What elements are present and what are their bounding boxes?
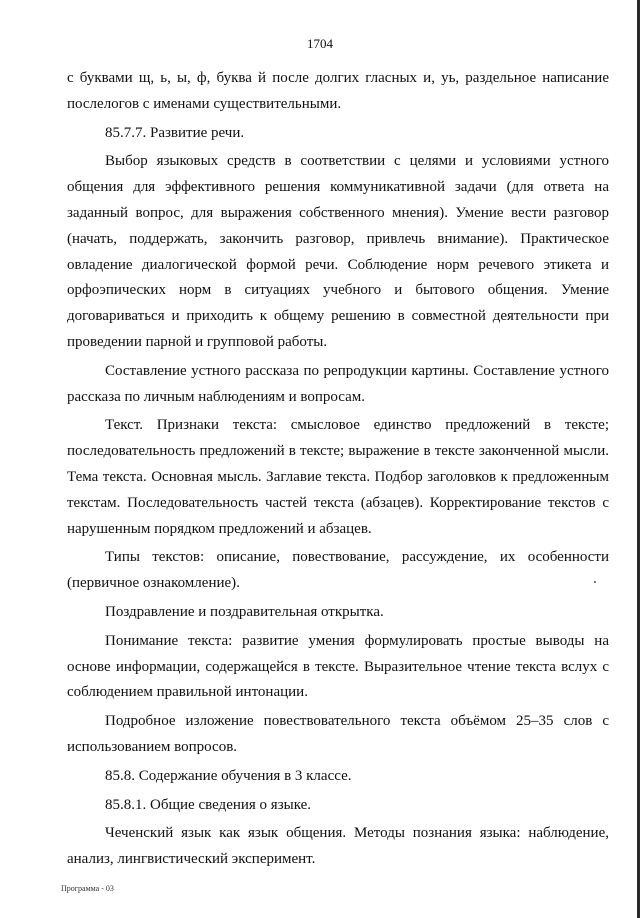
footer-label: Программа - 03 [61,884,114,893]
scan-speck [594,581,596,583]
page-number: 1704 [307,36,333,51]
paragraph-chechen-language: Чеченский язык как язык общения. Методы познания языка: наблюдение, анализ, лингвистический эксперимент. [67,825,609,868]
paragraph-language-means: Выбор языковых средств в соответствии с целями и условиями устного общения для эффективного решения коммуникативной задачи (для ответа на заданный вопрос, для выражения собственного мнения). Умение вести разговор (начать, поддержать, закончить разговор, привлечь внимание). Практическое овладение диалогической формой речи. Соблюдение норм речевого этикета и орфоэпических норм в ситуациях учебного и бытового общения. Умение договариваться и приходить к общему решению в совместной деятельности при проведении парной и групповой работы. [67,153,609,350]
paragraph-text-types: Типы текстов: описание, повествование, рассуждение, их особенности (первичное ознакомление). [67,549,609,592]
paragraph-continuation: с буквами щ, ь, ы, ф, буква й после долгих гласных и, уь, раздельное написание послелогов с именами существительными. [67,70,609,112]
body-text [67,66,609,873]
paragraph-text-features: Текст. Признаки текста: смысловое единство предложений в тексте; последовательность предложений в тексте; выражение в тексте законченной мысли. Тема текста. Основная мысль. Заглавие текста. Подбор заголовков к предложенным текстам. Последовательность частей текста (абзацев). Корректирование текстов с нарушенным порядком предложений и абзацев. [67,417,609,537]
paragraph-oral-story: Составление устного рассказа по репродукции картины. Составление устного рассказа по личным наблюдениям и вопросам. [67,362,609,405]
paragraph-text-understanding: Понимание текста: развитие умения формулировать простые выводы на основе информации, содержащейся в тексте. Выразительное чтение текста вслух с соблюдением правильной интонации. [67,632,609,701]
paragraph-greeting-card: Поздравление и поздравительная открытка. [105,603,384,620]
section-heading-85-8: 85.8. Содержание обучения в 3 классе. [105,767,352,784]
section-heading-85-7-7: 85.7.7. Развитие речи. [105,124,245,141]
section-heading-85-8-1: 85.8.1. Общие сведения о языке. [105,796,312,813]
paragraph-summary: Подробное изложение повествовательного текста объёмом 25–35 слов с использованием вопросов. [67,713,609,755]
